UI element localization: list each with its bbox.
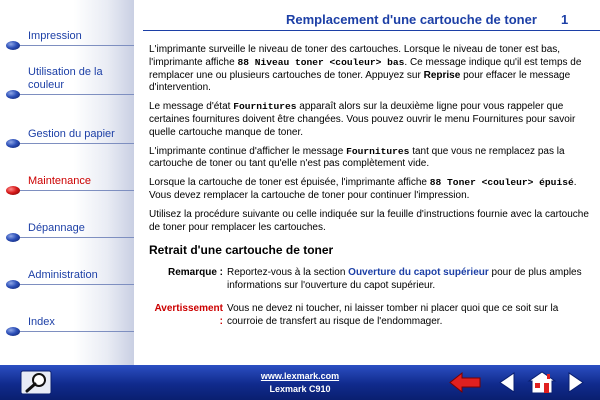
sidebar-item-label: Dépannage [28, 222, 85, 234]
sidebar-divider [16, 143, 134, 144]
sidebar-item-label: Maintenance [28, 175, 91, 187]
paragraph: Utilisez la procédure suivante ou celle indiquée sur la feuille d'instructions fournie avec la cartouche de toner pour remplacer les cartouches. [149, 208, 589, 233]
warning-text: Vous ne devez ni toucher, ni laisser tomber ni placer quoi que ce soit sur la courroie de transfert au risque de l'endommager. [227, 302, 559, 327]
paragraph [149, 44, 589, 95]
footer-bar [0, 365, 600, 400]
bullet-icon [6, 41, 20, 50]
model-name: Lexmark C910 [269, 384, 331, 394]
paragraph [149, 146, 589, 172]
bullet-icon [6, 233, 20, 242]
text: L'imprimante surveille le niveau de toner des cartouches. Lorsque le niveau de toner est bas, l'imprimante affiche [149, 44, 561, 68]
printer-message: Fournitures [233, 101, 297, 113]
previous-page-button[interactable] [497, 370, 517, 395]
text: . Ce message indique qu'il est temps de remplacer une ou plusieurs cartouches de toner. Appuyez sur [149, 56, 582, 81]
text: pour de plus amples informations sur l'ouverture du capot supérieur. [227, 267, 582, 291]
bullet-icon [6, 327, 20, 336]
text: . Vous devez remplacer la cartouche de toner pour continuer l'impression. [149, 177, 577, 201]
sidebar-item-impression[interactable] [0, 10, 134, 46]
text: L'imprimante continue d'afficher le message [149, 145, 347, 157]
sidebar-item-label: Gestion du papier [28, 128, 115, 140]
bullet-icon [6, 186, 20, 195]
sidebar-item-gestion-papier[interactable] [0, 108, 134, 144]
home-icon [527, 370, 557, 395]
sidebar-item-couleur[interactable] [0, 59, 134, 95]
sidebar-item-label: Impression [28, 30, 82, 42]
main-content [149, 44, 589, 338]
sidebar-item-index[interactable] [0, 296, 134, 332]
remark-label: Remarque : [167, 267, 223, 279]
open-top-cover-link[interactable]: Ouverture du capot supérieur [348, 267, 489, 279]
text: Reportez-vous à la section [227, 267, 349, 279]
back-arrow-icon [448, 370, 482, 395]
sidebar-item-maintenance[interactable] [0, 155, 134, 191]
bullet-icon [6, 280, 20, 289]
text: apparaît alors sur la deuxième ligne pour vous rappeler que certaines fournitures doivent être changées. Vous pouvez ouvrir le menu Fournitures pour savoir quelle cartouche manque de toner. [149, 101, 576, 138]
next-page-button[interactable] [566, 370, 586, 395]
warning-note [149, 303, 589, 329]
section-title: Retrait d'une cartouche de toner [149, 243, 334, 258]
text: Lorsque la cartouche de toner est épuisée, l'imprimante affiche [149, 177, 430, 189]
printer-message: Fournitures [346, 145, 410, 157]
printer-message: 88 Niveau toner <couleur> bas [237, 56, 405, 68]
bullet-icon [6, 90, 20, 99]
sidebar-divider [16, 331, 134, 332]
warning-label: Avertissement : [154, 302, 223, 327]
sidebar-divider [16, 237, 134, 238]
sidebar-item-depannage[interactable] [0, 202, 134, 238]
text: pour effacer le message d'intervention. [149, 69, 571, 94]
sidebar-divider [16, 284, 134, 285]
sidebar-divider [16, 45, 134, 46]
home-button[interactable] [527, 370, 557, 395]
remark-note [149, 267, 589, 293]
sidebar-divider [16, 190, 134, 191]
next-page-icon [566, 370, 586, 395]
back-button[interactable] [448, 370, 482, 395]
sidebar-item-label: Index [28, 316, 55, 328]
paragraph [149, 177, 589, 203]
button-reference: Reprise [423, 69, 461, 81]
sidebar-item-label: Administration [28, 269, 98, 281]
website-link[interactable]: www.lexmark.com [260, 371, 340, 381]
sidebar-divider [16, 94, 134, 95]
previous-page-icon [497, 370, 517, 395]
printer-message: 88 Toner <couleur> épuisé [429, 177, 574, 189]
sidebar-item-administration[interactable] [0, 249, 134, 285]
sidebar-item-label: Utilisation de la couleur [28, 66, 103, 91]
remark-text [227, 267, 589, 293]
bullet-icon [6, 139, 20, 148]
page-title: Remplacement d'une cartouche de toner [286, 12, 537, 27]
text: Le message d'état [149, 101, 234, 113]
header-divider [143, 30, 600, 31]
text: tant que vous ne remplacez pas la cartouche de toner ou tant qu'elle n'est pas complètement vide. [149, 145, 565, 170]
paragraph [149, 101, 589, 139]
sidebar-nav [0, 0, 134, 365]
page-number: 1 [561, 12, 569, 27]
